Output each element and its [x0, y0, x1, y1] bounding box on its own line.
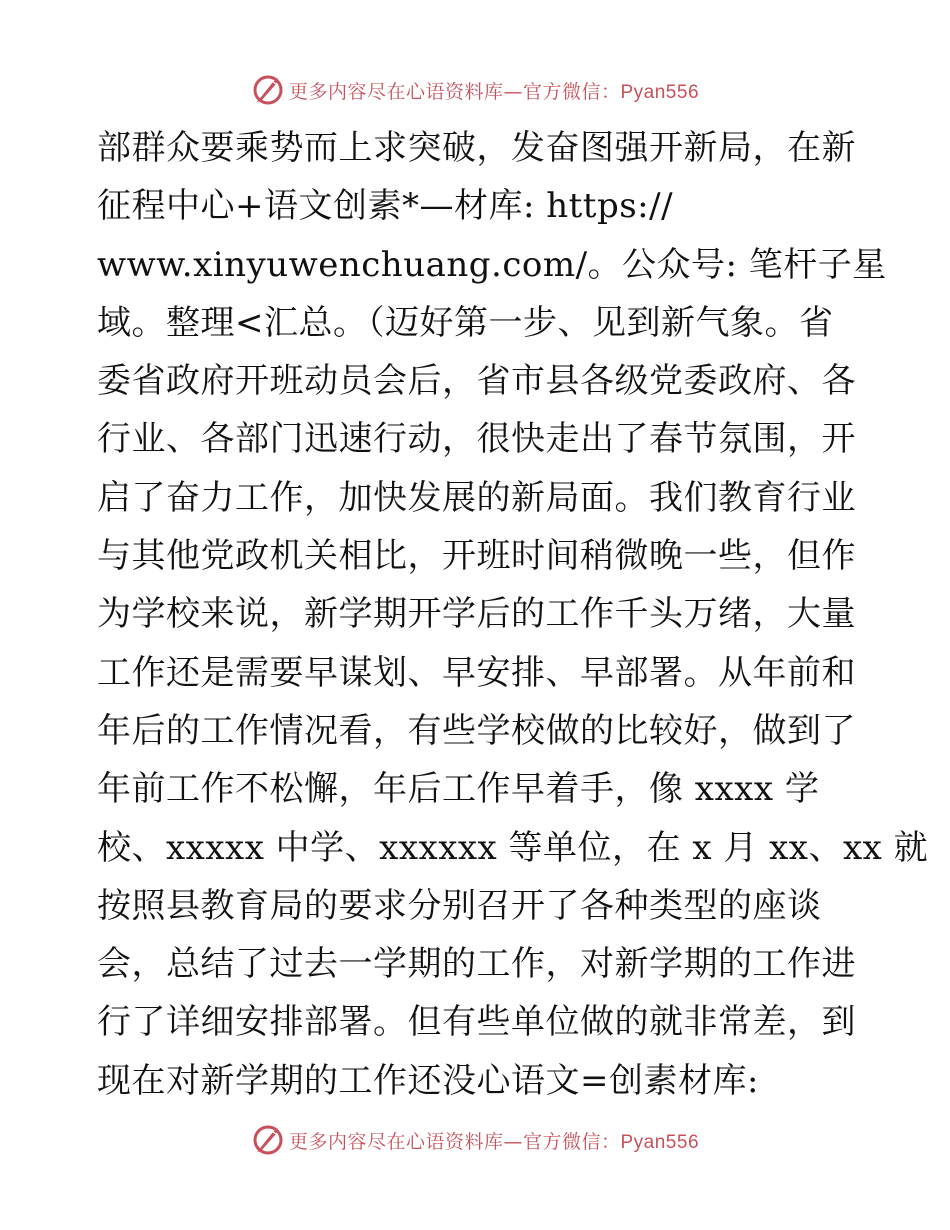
text-line: 年后的工作情况看，有些学校做的比较好，做到了	[97, 710, 856, 751]
text-line: 行了详细安排部署。但有些单位做的就非常差，到	[97, 1002, 856, 1043]
footer-wechat-id: Pyan556	[620, 1131, 700, 1153]
text-line: 启了奋力工作，加快发展的新局面。我们教育行业	[97, 477, 856, 518]
text-line: 行业、各部门迅速行动，很快走出了春节氛围，开	[97, 419, 856, 460]
document-body	[97, 119, 929, 1110]
text-line: 会，总结了过去一学期的工作，对新学期的工作进	[97, 944, 856, 985]
text-line: 域。整理<汇总。（迈好第一步、见到新气象。省	[97, 302, 834, 343]
text-line: 为学校来说，新学期开学后的工作千头万绪，大量	[97, 594, 856, 635]
header-watermark-text: 更多内容尽在心语资料库—官方微信：Pyan556	[288, 80, 700, 103]
quill-logo-icon	[251, 1123, 285, 1157]
header-wechat-id: Pyan556	[620, 81, 700, 103]
quill-logo-icon	[251, 73, 285, 107]
text-line: 现在对新学期的工作还没心语文=创素材库:	[97, 1060, 759, 1101]
text-line: 与其他党政机关相比，开班时间稍微晚一些，但作	[97, 536, 856, 577]
text-line: 年前工作不松懈，年后工作早着手，像 xxxx 学	[97, 769, 820, 810]
text-line: www.xinyuwenchuang.com/。公众号: 笔杆子星	[97, 244, 887, 285]
header-watermark-banner	[0, 70, 950, 110]
text-line: 征程中心+语文创素*—材库: https://	[97, 186, 674, 227]
text-line: 校、xxxxx 中学、xxxxxx 等单位，在 x 月 xx、xx 就	[97, 827, 929, 868]
text-line: 按照县教育局的要求分别召开了各种类型的座谈	[97, 885, 822, 926]
text-line: 工作还是需要早谋划、早安排、早部署。从年前和	[97, 652, 856, 693]
text-line: 部群众要乘势而上求突破，发奋图强开新局，在新	[97, 128, 856, 168]
footer-watermark-text: 更多内容尽在心语资料库—官方微信：Pyan556	[288, 1130, 700, 1153]
text-line: 委省政府开班动员会后，省市县各级党委政府、各	[97, 361, 856, 402]
footer-watermark-banner	[0, 1120, 950, 1160]
